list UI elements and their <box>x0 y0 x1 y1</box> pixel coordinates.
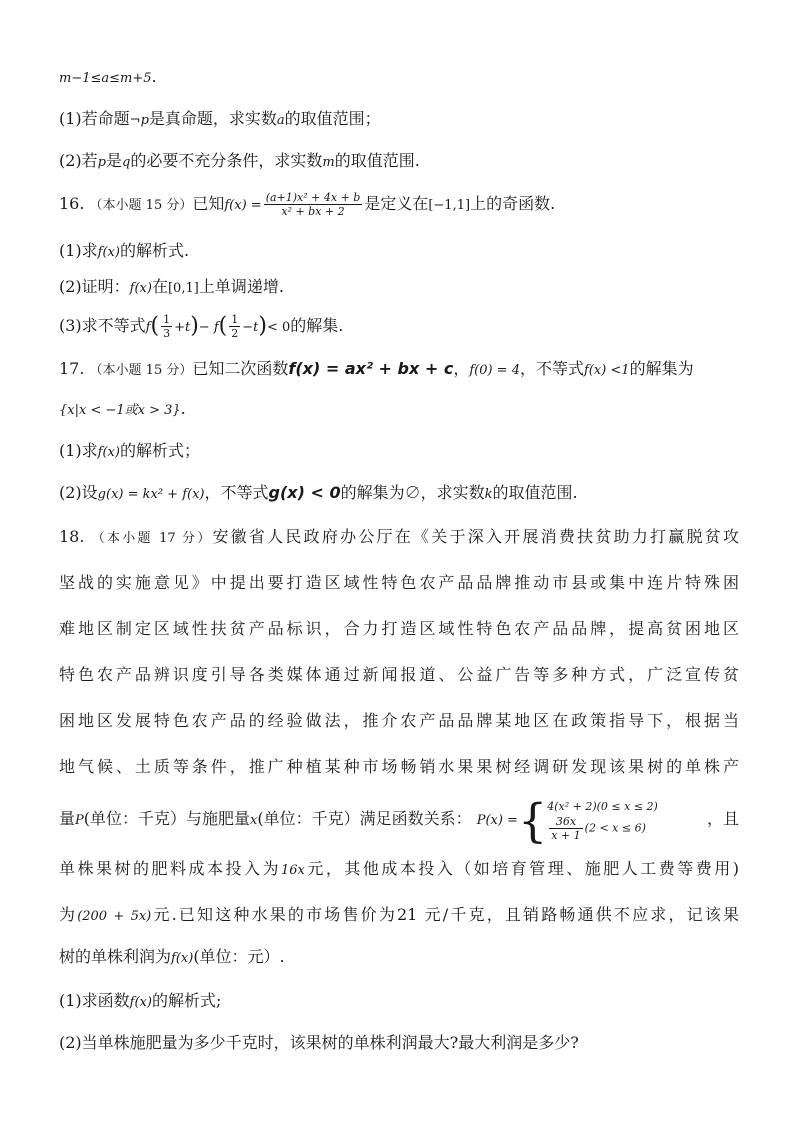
q17-stem-cont: {x|x < −1或x > 3}. <box>59 399 186 418</box>
q16-part1: (1)求f(x)的解析式. <box>59 241 190 260</box>
q15-condition-math: m−1≤a≤m+5 <box>59 71 152 86</box>
q18-line4: 特色农产品辨识度引导各类媒体通过新闻报道、公益广告等多种方式，广泛宣传贫 <box>59 665 739 684</box>
q18-line6: 地气候、土质等条件，推广种植某种市场畅销水果果树经调研发现该果树的单株产 <box>59 757 739 776</box>
q18-line1: 18. （本小题 17 分）安徽省人民政府办公厅在《关于深入开展消费扶贫助力打赢脱贫攻 <box>59 527 739 546</box>
q16-part3: (3)求不等式f( $\frac{1}{3}$ +t)− f( $\frac{1}{2}$ −t)< 0的解集. <box>59 313 344 340</box>
q16-frac-one-half: $\frac{1}{2}$ <box>231 313 239 340</box>
q18-piecewise: { 4(x² + 2)(0 ≤ x ≤ 2) $\frac{36x}{x + 1}$ (2 < x ≤ 6) <box>517 793 658 847</box>
q15-part1: (1)若命题¬p是真命题，求实数a的取值范围； <box>59 109 381 128</box>
q15-condition-line: m−1≤a≤m+5. <box>59 67 157 86</box>
q17-part1: (1)求f(x)的解析式； <box>59 441 200 460</box>
q18-line10: 树的单株利润为f(x)(单位：元）. <box>59 947 285 966</box>
q17-stem: 17. （本小题 15 分）已知二次函数f(x) = ax² + bx + c，f(0) = 4，不等式f(x) <1的解集为 <box>59 359 694 378</box>
q18-line2: 坚战的实施意见》中提出要打造区域性特色农产品品牌推动市县或集中连片特殊困 <box>59 573 739 592</box>
q18-part2: (2)当单株施肥量为多少千克时，该果树的单株利润最大?最大利润是多少? <box>59 1033 579 1052</box>
q18-part1: (1)求函数f(x)的解析式; <box>59 991 222 1010</box>
q16-stem: 16. （本小题 15 分）已知f(x) = $\frac{\text{(a+1)x² + 4x + b}}{\text{x² + bx + 2}}$ 是定义在[−1,1]上的奇函数. <box>59 191 556 218</box>
q18-line5: 困地区发展特色农产品的经验做法，推介农产品品牌某地区在政策指导下，根据当 <box>59 711 739 730</box>
q18-line3: 难地区制定区域性扶贫产品标识，合力打造区域性特色农产品品牌，提高贫困地区 <box>59 619 739 638</box>
q18-line7: 量P(单位：千克）与施肥量x(单位：千克）满足函数关系： P(x) ={ 4(x² + 2)(0 ≤ x ≤ 2) $\frac{36x}{x + 1}$ (2 < x ≤ 6) ，且 <box>59 790 739 848</box>
q18-line8: 单株果树的肥料成本投入为16x元，其他成本投入（如培育管理、施肥人工费等费用) <box>59 859 739 878</box>
q16-frac-one-third: $\frac{1}{3}$ <box>163 313 171 340</box>
q18-line9: 为(200 + 5x)元.已知这种水果的市场售价为21 元/千克，且销路畅通供不应求，记该果 <box>59 905 739 924</box>
q17-part2: (2)设g(x) = kx² + f(x)，不等式g(x) < 0的解集为∅，求实数k的取值范围. <box>59 483 578 502</box>
q16-fraction: $\frac{\text{(a+1)x² + 4x + b}}{\text{x² + bx + 2}}$ <box>265 191 361 218</box>
q16-part2: (2)证明：f(x)在[0,1]上单调递增. <box>59 277 284 296</box>
q15-part2: (2)若p是q的必要不充分条件，求实数m的取值范围. <box>59 151 420 170</box>
